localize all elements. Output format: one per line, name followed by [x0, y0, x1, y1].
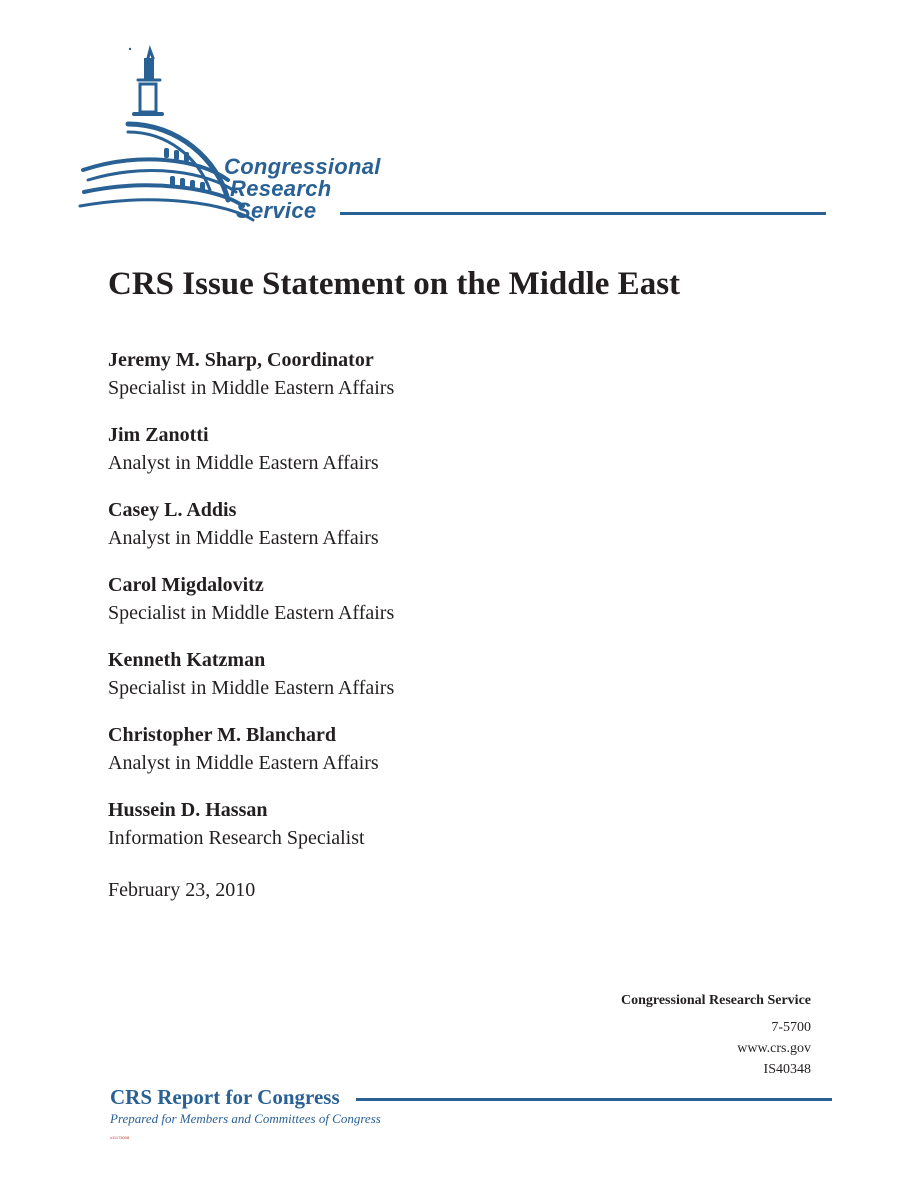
- crs-org-name: Congressional Research Service: [620, 993, 811, 1008]
- crs-logo: [78, 40, 838, 230]
- author-role: Analyst in Middle Eastern Affairs: [108, 527, 379, 549]
- header-rule: [340, 212, 826, 215]
- crs-phone: 7-5700: [771, 1020, 811, 1035]
- author-entry: [108, 346, 394, 421]
- logo-text-research: Research: [230, 176, 332, 201]
- author-name: Kenneth Katzman: [108, 649, 266, 671]
- author-entry: [108, 721, 394, 796]
- author-name: Christopher M. Blanchard: [108, 724, 336, 746]
- author-role: Information Research Specialist: [108, 827, 365, 849]
- author-name: Carol Migdalovitz: [108, 574, 264, 596]
- report-for-congress-title: CRS Report for Congress: [110, 1085, 340, 1109]
- author-role: Specialist in Middle Eastern Affairs: [108, 377, 395, 399]
- footer-rule: [356, 1098, 832, 1101]
- author-entry: [108, 646, 394, 721]
- author-role: Specialist in Middle Eastern Affairs: [108, 677, 395, 699]
- tiny-code: c11173008: [110, 1135, 130, 1140]
- author-list: [108, 346, 394, 871]
- author-role: Analyst in Middle Eastern Affairs: [108, 452, 379, 474]
- crs-report-number: IS40348: [763, 1062, 811, 1077]
- author-entry: [108, 796, 394, 871]
- author-name: Hussein D. Hassan: [108, 799, 268, 821]
- author-entry: [108, 571, 394, 646]
- author-name: Casey L. Addis: [108, 499, 237, 521]
- author-role: Analyst in Middle Eastern Affairs: [108, 752, 379, 774]
- report-subtitle: Prepared for Members and Committees of Congress: [110, 1111, 381, 1126]
- crs-info-block: [621, 990, 811, 1080]
- logo-text-service: Service: [236, 198, 317, 223]
- logo-text-congressional: Congressional: [224, 154, 381, 179]
- author-name: Jim Zanotti: [108, 424, 209, 446]
- report-title: CRS Issue Statement on the Middle East: [108, 266, 681, 302]
- author-entry: [108, 421, 394, 496]
- author-role: Specialist in Middle Eastern Affairs: [108, 602, 395, 624]
- crs-website: www.crs.gov: [737, 1041, 811, 1056]
- publication-date: February 23, 2010: [108, 879, 256, 901]
- author-name: Jeremy M. Sharp, Coordinator: [108, 349, 374, 371]
- author-entry: [108, 496, 394, 571]
